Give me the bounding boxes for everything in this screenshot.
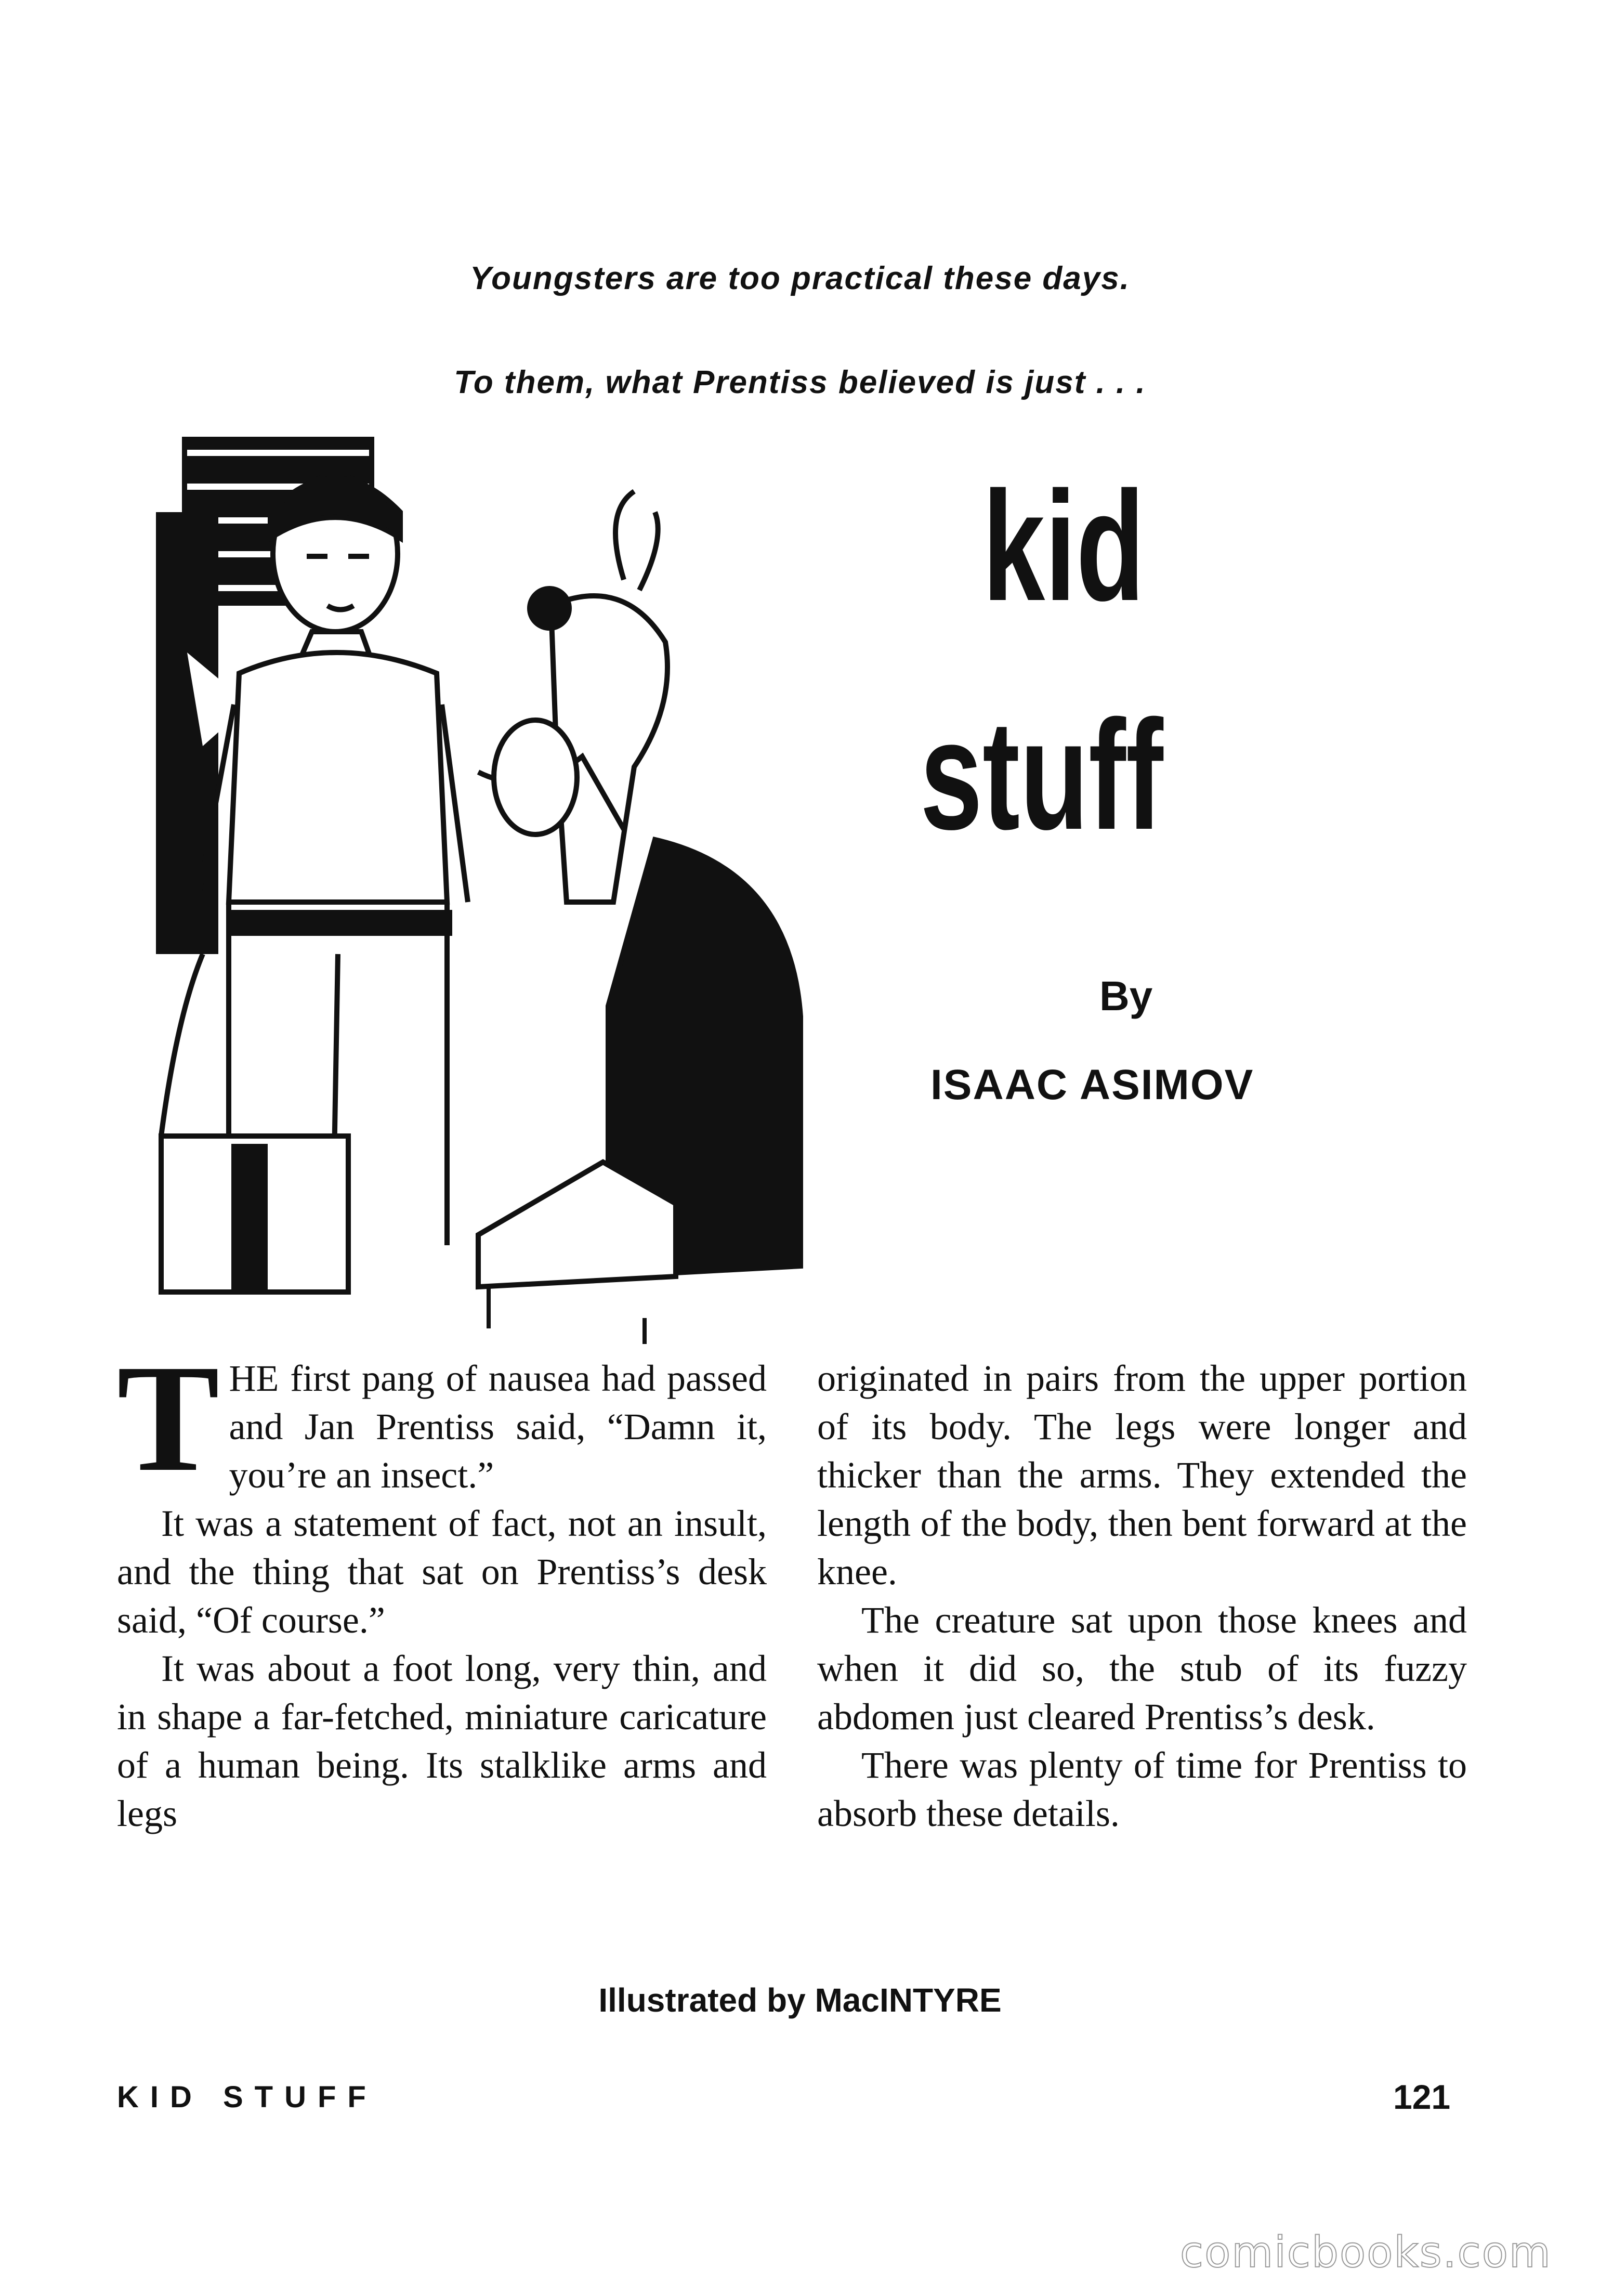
illustrator-credit: Illustrated by MacINTYRE	[598, 1981, 1002, 2019]
paragraph: It was about a foot long, very thin, and in shape a far-fetched, miniature caricature of a human being. Its stalklike arms and legs	[117, 1648, 767, 1834]
author-name: ISAAC ASIMOV	[930, 1061, 1254, 1108]
paragraph: There was plenty of time for Prentiss to absorb these details.	[817, 1744, 1467, 1834]
books-stack	[161, 1136, 348, 1292]
watermark: comicbooks.com	[1180, 2228, 1552, 2277]
story-column-right	[817, 1354, 1467, 1838]
story-illustration	[156, 434, 821, 1344]
blurb-line-2: To them, what Prentiss believed is just . . .	[454, 364, 1146, 400]
desk-lines	[489, 1287, 645, 1344]
drop-cap: T	[117, 1333, 220, 1504]
story-title-line-1: kid	[982, 459, 1145, 633]
running-head: KID STUFF	[117, 2080, 377, 2114]
insect-creature	[478, 491, 801, 1287]
paragraph: originated in pairs from the upper portion of its body. The legs were longer and thicker than the arms. They extended the length of the body, then bent forward at the knee.	[817, 1358, 1467, 1593]
story-title-line-2: stuff	[920, 687, 1163, 862]
paragraph: HE first pang of nausea had passed and Jan Prentiss said, “Damn it, you’re an insect.”	[229, 1358, 767, 1496]
paragraph: The creature sat upon those knees and when it did so, the stub of its fuzzy abdomen just cleared Prentiss’s desk.	[817, 1599, 1467, 1738]
blurb-line-1: Youngsters are too practical these days.	[470, 260, 1130, 296]
page-number: 121	[1393, 2078, 1451, 2116]
byline: By	[1099, 973, 1153, 1019]
paragraph: It was a statement of fact, not an insult, and the thing that sat on Prentiss’s desk said, “Of course.”	[117, 1503, 767, 1641]
story-column-left	[117, 1333, 767, 1838]
